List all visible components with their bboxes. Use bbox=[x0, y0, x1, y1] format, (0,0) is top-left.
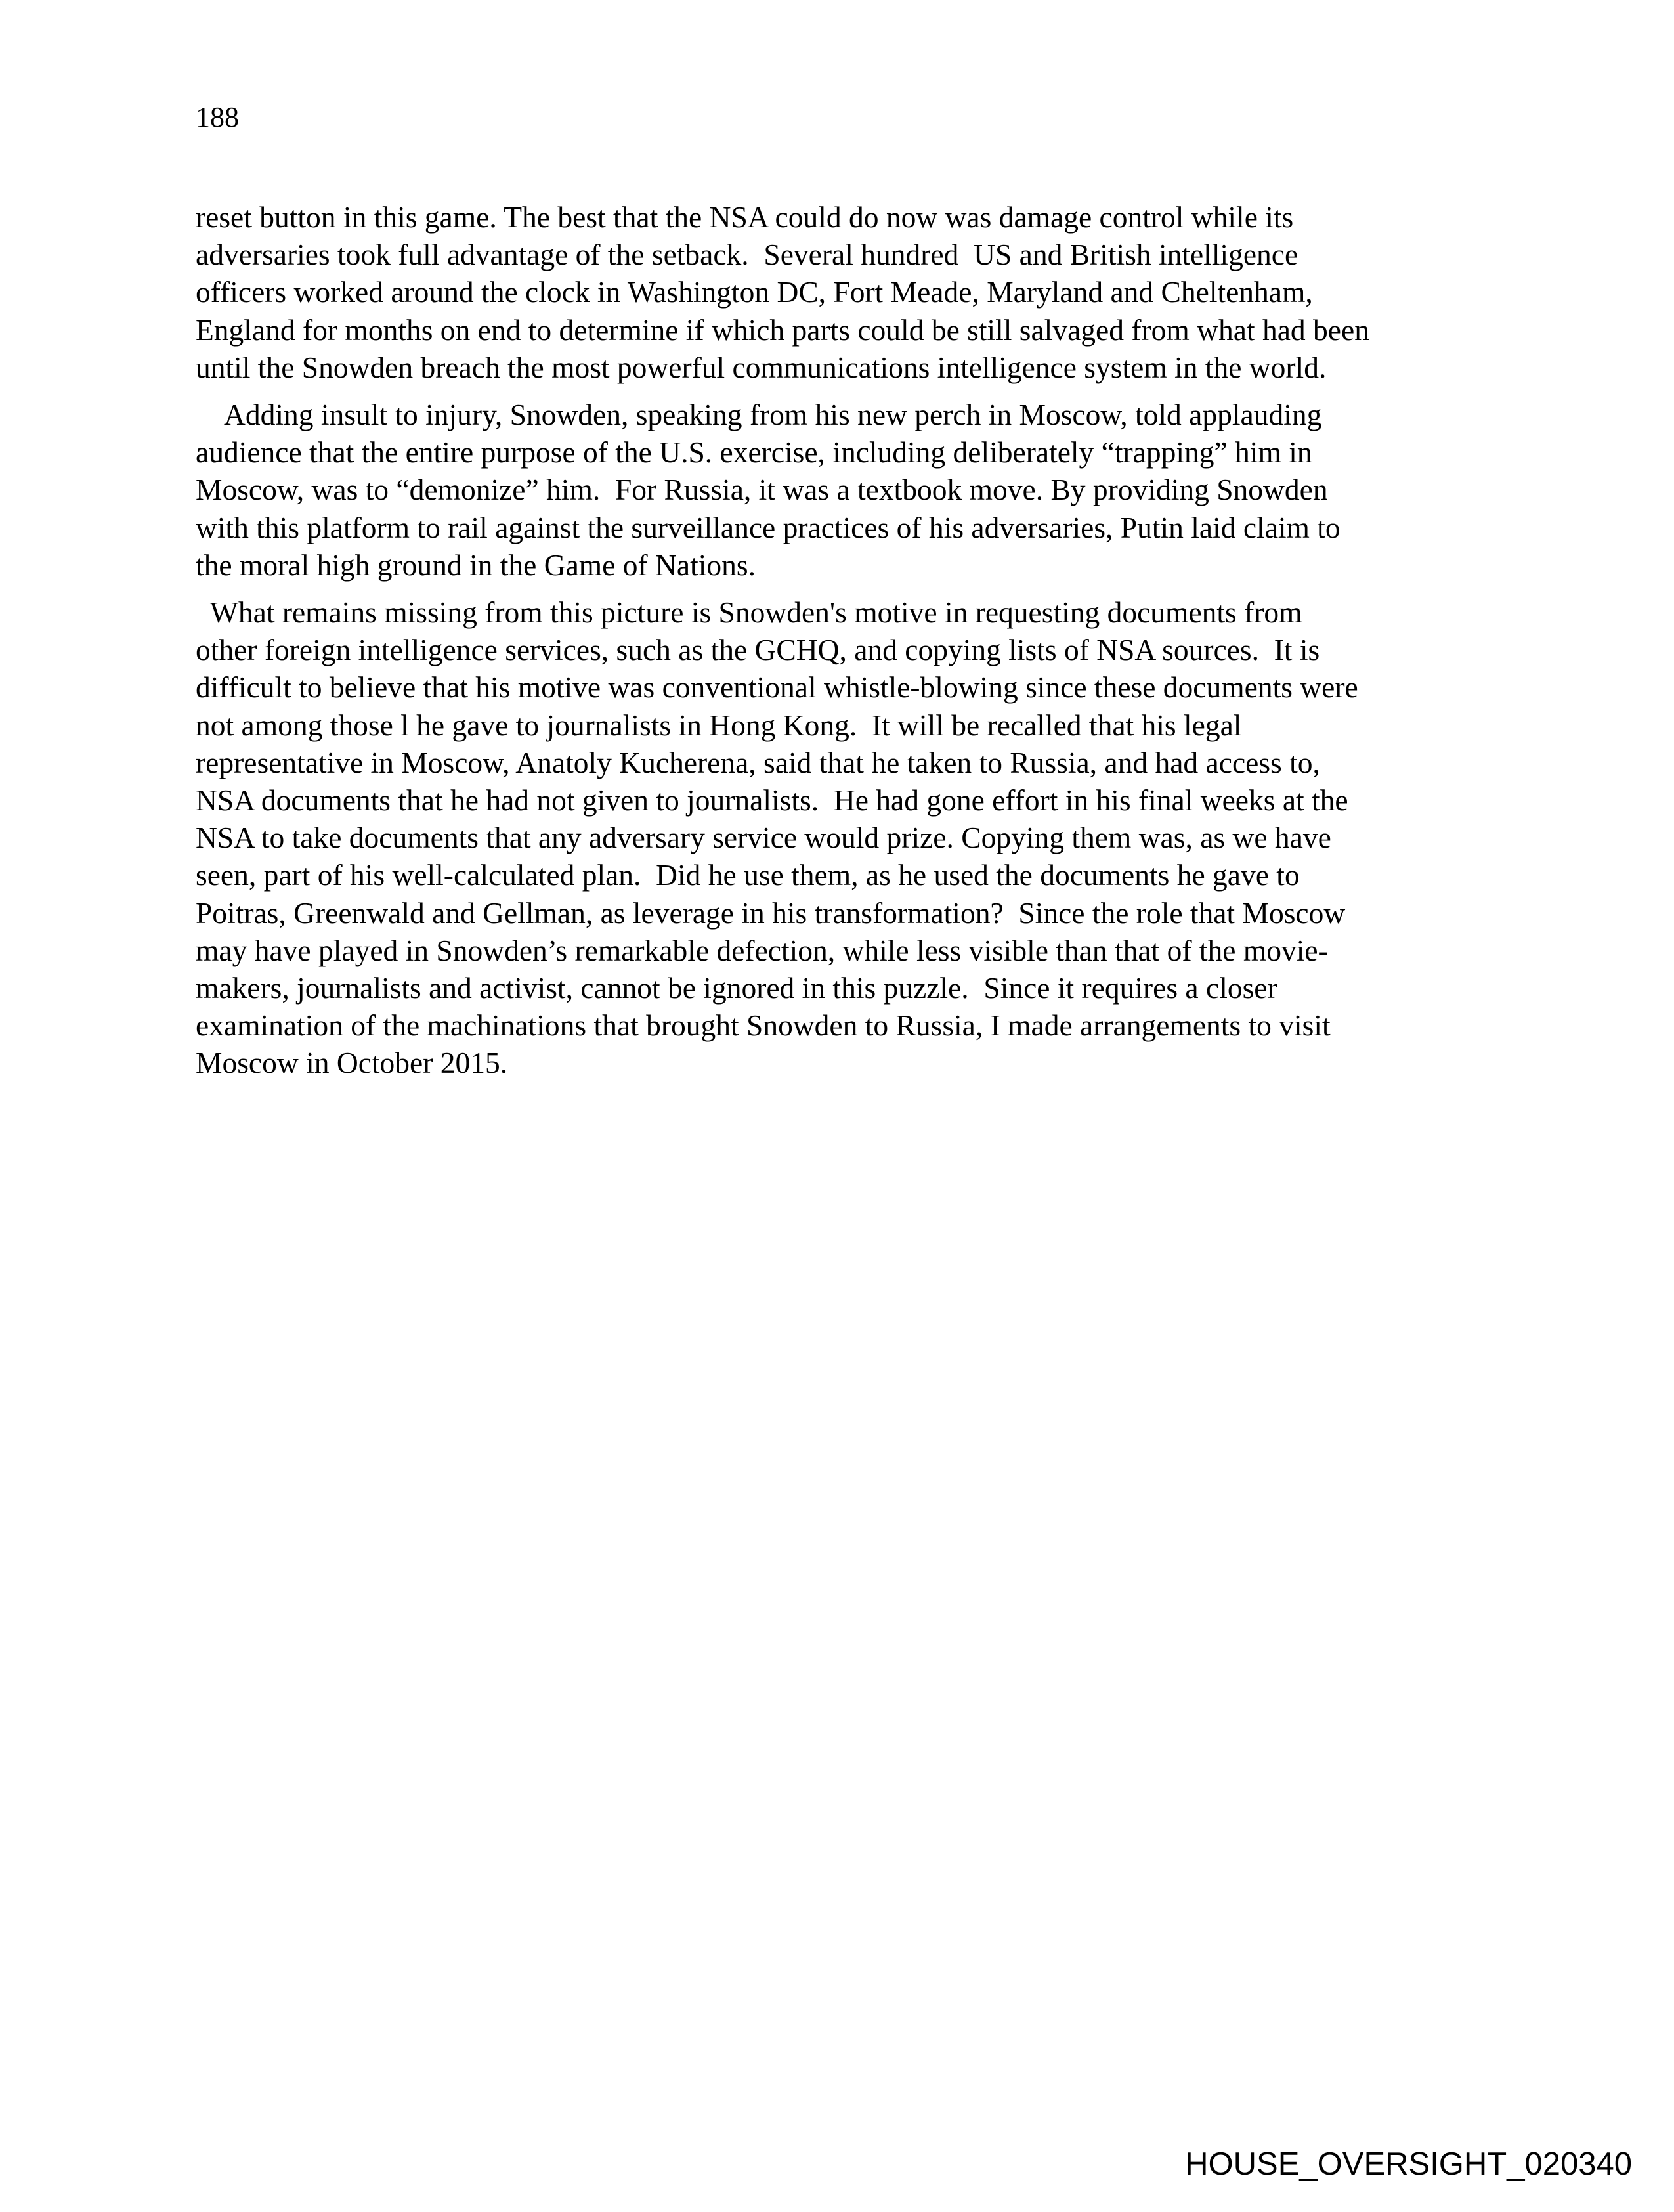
body-text bbox=[196, 198, 1548, 1082]
text-line: representative in Moscow, Anatoly Kucherena, said that he taken to Russia, and had access to, bbox=[196, 745, 1320, 779]
text-line: NSA to take documents that any adversary service would prize. Copying them was, as we have bbox=[196, 821, 1331, 855]
paragraph-2 bbox=[196, 396, 1548, 584]
text-line: not among those l he gave to journalists in Hong Kong. It will be recalled that his legal bbox=[196, 708, 1242, 742]
bates-stamp: HOUSE_OVERSIGHT_020340 bbox=[1185, 2146, 1632, 2182]
text-line: difficult to believe that his motive was conventional whistle-blowing since these documents were bbox=[196, 670, 1358, 705]
page-number: 188 bbox=[196, 101, 239, 133]
text-line: audience that the entire purpose of the U.S. exercise, including deliberately “trapping” him in bbox=[196, 435, 1312, 469]
paragraph-3 bbox=[196, 594, 1548, 1082]
text-line: the moral high ground in the Game of Nations. bbox=[196, 548, 756, 582]
text-line: What remains missing from this picture is Snowden's motive in requesting documents from bbox=[196, 596, 1302, 630]
text-line: examination of the machinations that brought Snowden to Russia, I made arrangements to visit bbox=[196, 1008, 1331, 1043]
text-line: may have played in Snowden’s remarkable defection, while less visible than that of the movie- bbox=[196, 933, 1328, 967]
text-line: officers worked around the clock in Washington DC, Fort Meade, Maryland and Cheltenham, bbox=[196, 275, 1313, 309]
text-line: England for months on end to determine if which parts could be still salvaged from what had been bbox=[196, 313, 1369, 347]
text-line: with this platform to rail against the surveillance practices of his adversaries, Putin laid claim to bbox=[196, 510, 1341, 544]
text-line: seen, part of his well-calculated plan. Did he use them, as he used the documents he gave to bbox=[196, 858, 1300, 892]
text-line: other foreign intelligence services, such as the GCHQ, and copying lists of NSA sources. It is bbox=[196, 633, 1320, 667]
text-line: Poitras, Greenwald and Gellman, as leverage in his transformation? Since the role that Moscow bbox=[196, 896, 1346, 930]
paragraph-1 bbox=[196, 198, 1548, 386]
text-line: Adding insult to injury, Snowden, speaking from his new perch in Moscow, told applauding bbox=[196, 398, 1322, 432]
text-line: until the Snowden breach the most powerful communications intelligence system in the world. bbox=[196, 350, 1327, 384]
text-line: NSA documents that he had not given to journalists. He had gone effort in his final weeks at the bbox=[196, 783, 1348, 817]
text-line: adversaries took full advantage of the setback. Several hundred US and British intelligence bbox=[196, 238, 1298, 272]
text-line: Moscow, was to “demonize” him. For Russia, it was a textbook move. By providing Snowden bbox=[196, 473, 1328, 507]
text-line: Moscow in October 2015. bbox=[196, 1046, 508, 1080]
text-line: makers, journalists and activist, cannot be ignored in this puzzle. Since it requires a closer bbox=[196, 971, 1277, 1005]
text-line: reset button in this game. The best that the NSA could do now was damage control while its bbox=[196, 200, 1294, 234]
